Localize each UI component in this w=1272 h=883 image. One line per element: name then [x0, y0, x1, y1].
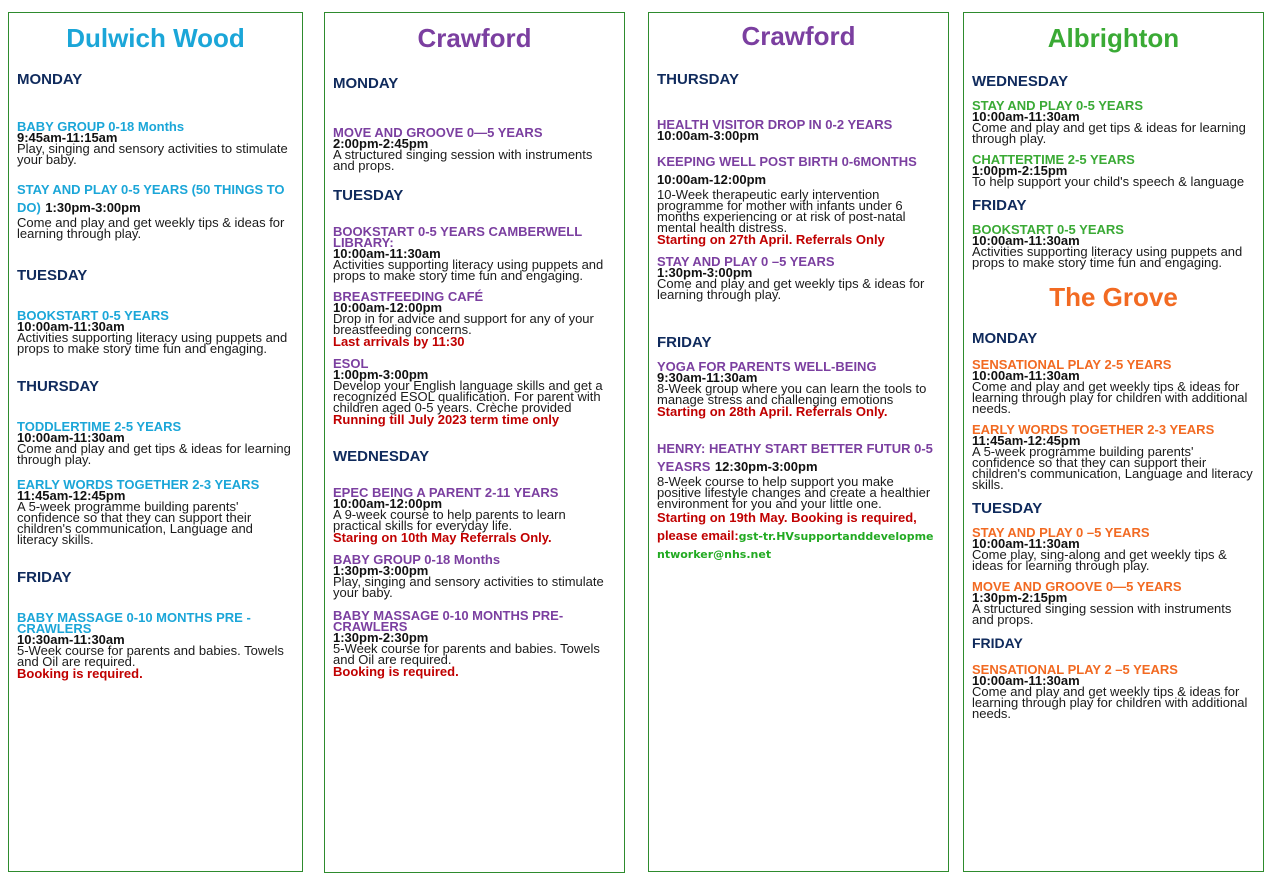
venue-title: Dulwich Wood — [66, 23, 245, 53]
event-note: Booking is required. — [17, 666, 143, 681]
event-description: Drop in for advice and support for any of your breastfeeding concerns. — [333, 311, 594, 337]
event — [17, 121, 294, 165]
event-description: Develop your English language skills and get a recognized ESOL qualification. For parent with children aged 0-5 years. Crèche provided — [333, 378, 603, 415]
email-link[interactable]: gst-tr.HVsupportanddevelopmentworker@nhs.net — [657, 530, 934, 561]
event-time: 10:00am-11:30am — [972, 536, 1080, 551]
day-heading: FRIDAY — [17, 569, 72, 586]
event — [972, 224, 1255, 268]
event-description: 5-Week course for parents and babies. Towels and Oil are required. — [17, 643, 284, 669]
event — [333, 554, 616, 598]
day-heading: TUESDAY — [333, 187, 404, 204]
event-name: TODDLERTIME 2-5 YEARS — [17, 419, 182, 434]
event-time: 2:00pm-2:45pm — [333, 136, 429, 151]
day-heading: MONDAY — [333, 75, 399, 92]
event-name: MOVE AND GROOVE 0—5 YEARS — [333, 125, 543, 140]
venue-title: Crawford — [741, 21, 856, 51]
event — [972, 581, 1255, 625]
event — [17, 479, 294, 545]
event-time: 1:30pm-2:30pm — [333, 630, 429, 645]
event — [17, 310, 294, 354]
event-note: Last arrivals by 11:30 — [333, 334, 465, 349]
event-name: BOOKSTART 0-5 YEARS — [17, 308, 169, 323]
event-name: BREASTFEEDING CAFÉ — [333, 289, 484, 304]
event — [333, 291, 616, 348]
event-time: 12:30pm-3:00pm — [714, 459, 818, 474]
event-time: 10:00am-11:30am — [17, 430, 125, 445]
event — [657, 153, 940, 246]
event-name: BABY MASSAGE 0-10 MONTHS PRE -CRAWLERS — [17, 610, 251, 636]
event-description: 10-Week therapeutic early intervention programme for mother with infants under 6 months experiencing or at risk of post-natal mental health distress. — [657, 187, 906, 235]
event-time: 10:00am-12:00pm — [657, 172, 767, 187]
event-name: BOOKSTART 0-5 YEARS CAMBERWELL LIBRARY: — [333, 224, 582, 250]
event-time: 10:00am-11:30am — [972, 109, 1080, 124]
event-time: 10:30am-11:30am — [17, 632, 125, 647]
day-heading: WEDNESDAY — [333, 448, 430, 465]
event-time: 1:30pm-2:15pm — [972, 590, 1068, 605]
event — [333, 358, 616, 426]
event-name: ESOL — [333, 356, 369, 371]
event — [333, 127, 616, 171]
event-description: Come and play and get weekly tips & ideas for learning through play. — [657, 276, 925, 302]
event-time: 10:00am-11:30am — [333, 246, 441, 261]
event — [17, 612, 294, 680]
event-description: A structured singing session with instruments and props. — [333, 147, 593, 173]
event-name: STAY AND PLAY 0 –5 YEARS — [972, 525, 1150, 540]
event-note: Running till July 2023 term time only — [333, 412, 560, 427]
event-name: STAY AND PLAY 0 –5 YEARS — [657, 254, 835, 269]
event-description: Come and play and get tips & ideas for learning through play. — [972, 120, 1246, 146]
event-name: MOVE AND GROOVE 0—5 YEARS — [972, 579, 1182, 594]
event — [972, 664, 1255, 719]
panel-crawford-1 — [324, 12, 625, 873]
event-description: Come and play and get weekly tips & ideas for learning through play for children with additional needs. — [972, 684, 1248, 721]
event-time: 9:45am-11:15am — [17, 130, 118, 145]
event-time: 10:00am-11:30am — [17, 319, 125, 334]
panel-albrighton-grove — [963, 12, 1264, 872]
venue-title: The Grove — [1049, 282, 1178, 312]
event-name: EARLY WORDS TOGETHER 2-3 YEARS — [17, 477, 260, 492]
event-description: 8-Week group where you can learn the tools to manage stress and challenging emotions — [657, 381, 927, 407]
day-heading: TUESDAY — [972, 500, 1043, 517]
event-name: STAY AND PLAY 0-5 YEARS (50 THINGS TO DO) — [17, 182, 285, 215]
event-description: 5-Week course for parents and babies. Towels and Oil are required. — [333, 641, 600, 667]
event-time: 10:00am-11:30am — [972, 673, 1080, 688]
event-description: A 5-week programme building parents' confidence so that they can support their children's communication, Language and literacy skills. — [972, 444, 1253, 492]
event-name: KEEPING WELL POST BIRTH 0-6MONTHS — [657, 154, 917, 169]
event-note: Starting on 19th May. Booking is required, please email: — [657, 510, 917, 543]
event-name: BABY GROUP 0-18 Months — [333, 552, 501, 567]
event-name: SENSATIONAL PLAY 2 –5 YEARS — [972, 662, 1178, 677]
event-name: BABY MASSAGE 0-10 MONTHS PRE-CRAWLERS — [333, 608, 564, 634]
venue-title: Albrighton — [1047, 23, 1180, 53]
event-note: Starting on 28th April. Referrals Only. — [657, 404, 888, 419]
event — [333, 487, 616, 544]
event — [657, 256, 940, 300]
event-description: 8-Week course to help support you make positive lifestyle changes and create a healthier environment for you and your little one. — [657, 474, 931, 511]
event-time: 10:00am-12:00pm — [333, 300, 443, 315]
event-time: 9:30am-11:30am — [657, 370, 758, 385]
event-description: Activities supporting literacy using puppets and props to make story time fun and engaging. — [17, 330, 288, 356]
event-name: YOGA FOR PARENTS WELL-BEING — [657, 359, 877, 374]
event-note: Starting on 27th April. Referrals Only — [657, 232, 885, 247]
event-name: EARLY WORDS TOGETHER 2-3 YEARS — [972, 422, 1215, 437]
event-time: 1:00pm-3:00pm — [333, 367, 429, 382]
event — [657, 119, 940, 141]
event-time: 10:00am-12:00pm — [333, 496, 443, 511]
event — [972, 154, 1255, 187]
event-description: Activities supporting literacy using puppets and props to make story time fun and engaging. — [972, 244, 1243, 270]
day-heading: MONDAY — [972, 330, 1038, 347]
event-time: 10:00am-3:00pm — [657, 128, 759, 143]
event-time: 11:45am-12:45pm — [17, 488, 126, 503]
event-name: STAY AND PLAY 0-5 YEARS — [972, 98, 1143, 113]
event-description: Come play, sing-along and get weekly tips & ideas for learning through play. — [972, 547, 1227, 573]
day-heading: WEDNESDAY — [972, 73, 1069, 90]
event-description: A 5-week programme building parents' confidence so that they can support their children's communication, Language and literacy skills. — [17, 499, 253, 547]
event — [972, 359, 1255, 414]
event-name: HENRY: HEATHY START BETTER FUTUR 0-5 YEASRS — [657, 441, 933, 474]
day-heading: THURSDAY — [17, 378, 99, 395]
day-heading: FRIDAY — [972, 197, 1027, 214]
event — [972, 527, 1255, 571]
event-time: 10:00am-11:30am — [972, 233, 1080, 248]
event — [17, 421, 294, 465]
day-heading: TUESDAY — [17, 267, 88, 284]
event-time: 1:30pm-3:00pm — [657, 265, 753, 280]
event-name: BABY GROUP 0-18 Months — [17, 119, 185, 134]
event — [333, 226, 616, 281]
event — [333, 610, 616, 678]
panel-crawford-2 — [648, 12, 949, 872]
event-description: Activities supporting literacy using puppets and props to make story time fun and engaging. — [333, 257, 604, 283]
day-heading: FRIDAY — [657, 334, 712, 351]
venue-title: Crawford — [417, 23, 532, 53]
panel-dulwich-wood — [8, 12, 303, 872]
event — [657, 361, 940, 418]
event-time: 11:45am-12:45pm — [972, 433, 1081, 448]
event-description: Come and play and get weekly tips & ideas for learning through play for children with additional needs. — [972, 379, 1248, 416]
event-description: A structured singing session with instruments and props. — [972, 601, 1232, 627]
event — [972, 100, 1255, 144]
event-note: Booking is required. — [333, 664, 459, 679]
event-description: Play, singing and sensory activities to stimulate your baby. — [17, 141, 288, 167]
event — [972, 424, 1255, 490]
event-name: CHATTERTIME 2-5 YEARS — [972, 152, 1135, 167]
event-time: 1:00pm-2:15pm — [972, 163, 1068, 178]
event-name: HEALTH VISITOR DROP IN 0-2 YEARS — [657, 117, 893, 132]
event-description: Come and play and get tips & ideas for learning through play. — [17, 441, 291, 467]
day-heading: FRIDAY — [972, 635, 1023, 651]
event-name: EPEC BEING A PARENT 2-11 YEARS — [333, 485, 559, 500]
event-time: 1:30pm-3:00pm — [45, 200, 141, 215]
event — [657, 440, 940, 563]
event-time: 10:00am-11:30am — [972, 368, 1080, 383]
event-name: BOOKSTART 0-5 YEARS — [972, 222, 1124, 237]
event — [17, 181, 294, 239]
event-description: Play, singing and sensory activities to stimulate your baby. — [333, 574, 604, 600]
event-description: Come and play and get weekly tips & ideas for learning through play. — [17, 215, 285, 241]
event-name: SENSATIONAL PLAY 2-5 YEARS — [972, 357, 1172, 372]
day-heading: THURSDAY — [657, 71, 739, 88]
event-description: To help support your child's speech & language — [972, 174, 1245, 189]
event-note: Staring on 10th May Referrals Only. — [333, 530, 552, 545]
day-heading: MONDAY — [17, 71, 83, 88]
event-description: A 9-week course to help parents to learn practical skills for everyday life. — [333, 507, 566, 533]
event-time: 1:30pm-3:00pm — [333, 563, 429, 578]
